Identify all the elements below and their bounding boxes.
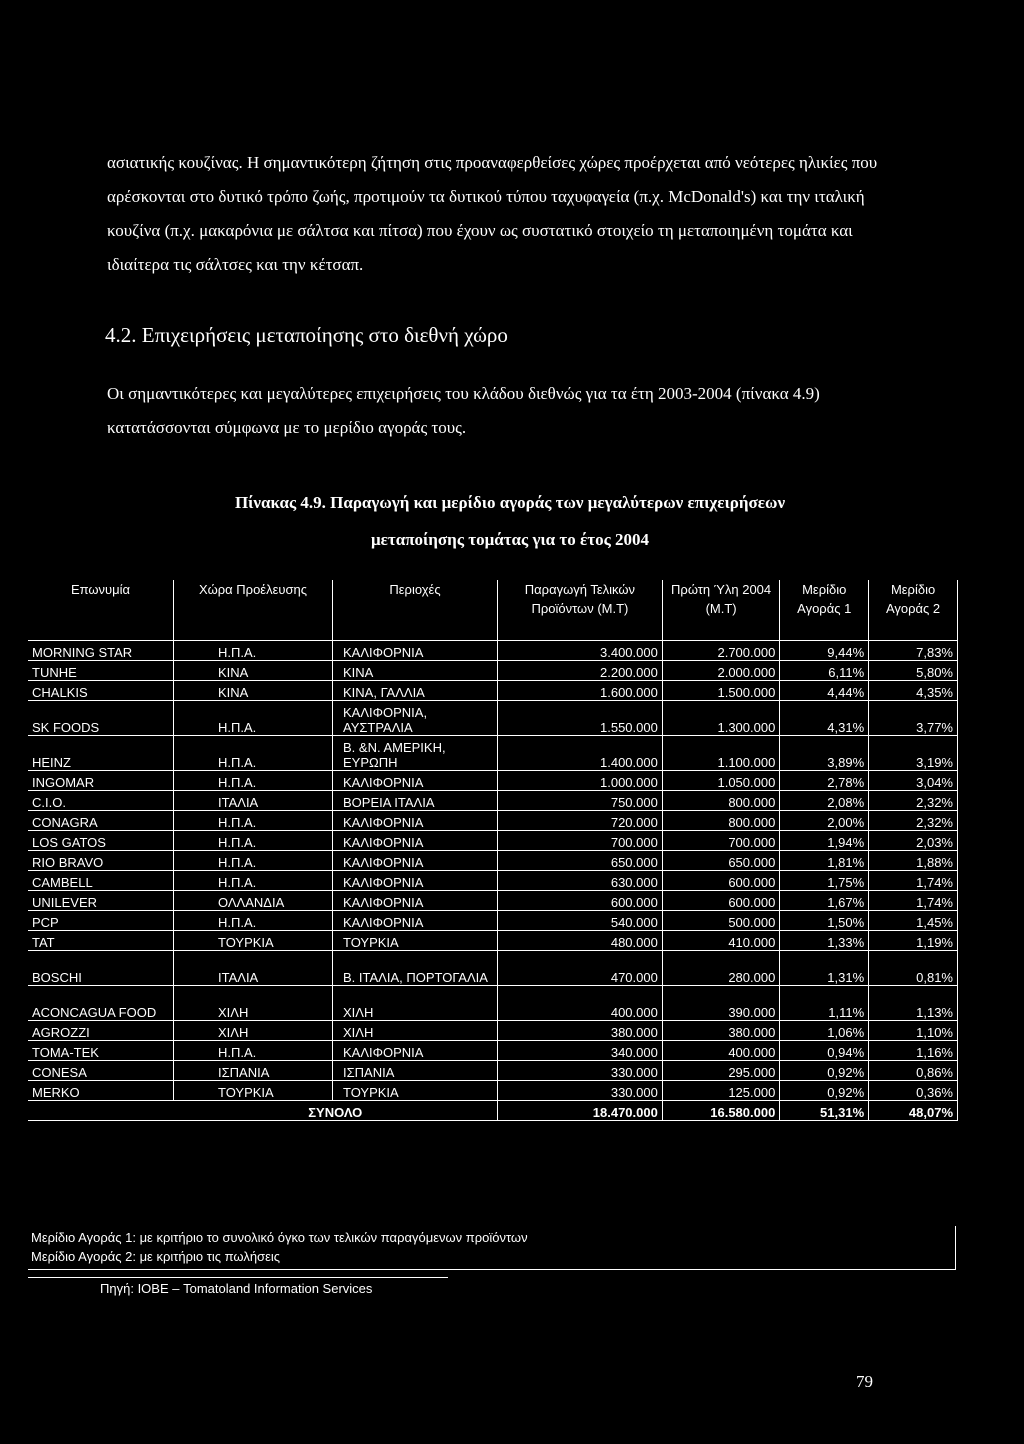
row-production: 1.400.000 xyxy=(498,736,663,771)
row-raw: 650.000 xyxy=(662,851,779,871)
table-caption xyxy=(40,484,980,558)
row-country: Η.Π.Α. xyxy=(174,641,333,661)
row-production: 630.000 xyxy=(498,871,663,891)
row-share2: 0,86% xyxy=(869,1061,958,1081)
header-production: Παραγωγή Τελικών Προϊόντων (Μ.Τ) xyxy=(498,580,663,641)
row-production: 330.000 xyxy=(498,1061,663,1081)
row-name: LOS GATOS xyxy=(28,831,174,851)
table-caption-line1: Πίνακας 4.9. Παραγωγή και μερίδιο αγοράς των μεγαλύτερων επιχειρήσεων xyxy=(234,493,786,512)
row-name: TUNHE xyxy=(28,661,174,681)
intro-paragraph: ασιατικής κουζίνας. Η σημαντικότερη ζήτηση στις προαναφερθείσες χώρες προέρχεται από νεότερες ηλικίες που αρέσκονται στο δυτικό τρόπο ζωής, προτιμούν τα δυτικού τύπου ταχυφαγεία (π.χ. McDonald's) και την ιταλική κουζίνα (π.χ. μακαρόνια με σάλτσα και πίτσα) που έχουν ως συστατικό στοιχείο τη μεταποιημένη τομάτα και ιδιαίτερα τις σάλτσες και την κέτσαπ. xyxy=(107,153,878,274)
row-region: ΚΑΛΙΦΟΡΝΙΑ xyxy=(333,891,498,911)
table-row xyxy=(28,771,958,791)
row-country: Η.Π.Α. xyxy=(174,851,333,871)
row-raw: 1.300.000 xyxy=(662,701,779,736)
row-country: Η.Π.Α. xyxy=(174,736,333,771)
table-row xyxy=(28,1081,958,1101)
row-share1: 2,08% xyxy=(780,791,869,811)
row-share2: 0,81% xyxy=(869,951,958,986)
row-raw: 2.000.000 xyxy=(662,661,779,681)
total-raw: 16.580.000 xyxy=(662,1101,779,1121)
table-row xyxy=(28,1021,958,1041)
row-production: 750.000 xyxy=(498,791,663,811)
row-region: Β. &Ν. ΑΜΕΡΙΚΗ, ΕΥΡΩΠΗ xyxy=(333,736,498,771)
row-region: ΧΙΛΗ xyxy=(333,986,498,1021)
note-share2: Μερίδιο Αγοράς 2: με κριτήριο τις πωλήσεις xyxy=(31,1249,281,1264)
header-region: Περιοχές xyxy=(333,580,498,641)
table-row xyxy=(28,891,958,911)
row-share2: 1,74% xyxy=(869,871,958,891)
row-region: ΚΙΝΑ, ΓΑΛΛΙΑ xyxy=(333,681,498,701)
table-row xyxy=(28,986,958,1021)
table-row xyxy=(28,931,958,951)
row-region: ΚΑΛΙΦΟΡΝΙΑ xyxy=(333,851,498,871)
row-share1: 1,75% xyxy=(780,871,869,891)
row-name: INGOMAR xyxy=(28,771,174,791)
row-country: ΤΟΥΡΚΙΑ xyxy=(174,931,333,951)
row-production: 700.000 xyxy=(498,831,663,851)
row-raw: 400.000 xyxy=(662,1041,779,1061)
table-row xyxy=(28,811,958,831)
row-name: BOSCHI xyxy=(28,951,174,986)
table-row xyxy=(28,951,958,986)
row-region: ΤΟΥΡΚΙΑ xyxy=(333,1081,498,1101)
row-production: 330.000 xyxy=(498,1081,663,1101)
row-name: TAT xyxy=(28,931,174,951)
row-production: 600.000 xyxy=(498,891,663,911)
table-header-row xyxy=(28,580,958,641)
row-name: CONESA xyxy=(28,1061,174,1081)
row-share1: 3,89% xyxy=(780,736,869,771)
header-raw: Πρώτη Ύλη 2004 (Μ.Τ) xyxy=(662,580,779,641)
row-region: ΙΣΠΑΝΙΑ xyxy=(333,1061,498,1081)
row-share1: 2,78% xyxy=(780,771,869,791)
row-country: ΧΙΛΗ xyxy=(174,986,333,1021)
row-name: UNILEVER xyxy=(28,891,174,911)
row-production: 470.000 xyxy=(498,951,663,986)
row-production: 400.000 xyxy=(498,986,663,1021)
row-country: ΤΟΥΡΚΙΑ xyxy=(174,1081,333,1101)
row-country: Η.Π.Α. xyxy=(174,831,333,851)
row-region: ΧΙΛΗ xyxy=(333,1021,498,1041)
row-region: ΚΑΛΙΦΟΡΝΙΑ xyxy=(333,831,498,851)
row-country: ΙΣΠΑΝΙΑ xyxy=(174,1061,333,1081)
row-share1: 1,81% xyxy=(780,851,869,871)
row-share2: 2,32% xyxy=(869,791,958,811)
page-number: 79 xyxy=(856,1372,873,1391)
table-body xyxy=(28,641,958,1121)
row-share2: 3,04% xyxy=(869,771,958,791)
row-raw: 800.000 xyxy=(662,791,779,811)
total-production: 18.470.000 xyxy=(498,1101,663,1121)
total-share2: 48,07% xyxy=(869,1101,958,1121)
row-raw: 600.000 xyxy=(662,871,779,891)
row-share2: 3,19% xyxy=(869,736,958,771)
header-share2: Μερίδιο Αγοράς 2 xyxy=(869,580,958,641)
total-spacer xyxy=(28,1101,174,1121)
row-name: HEINZ xyxy=(28,736,174,771)
source-divider xyxy=(28,1277,448,1278)
row-share2: 2,32% xyxy=(869,811,958,831)
row-region: ΚΑΛΙΦΟΡΝΙΑ xyxy=(333,911,498,931)
row-country: Η.Π.Α. xyxy=(174,701,333,736)
row-production: 540.000 xyxy=(498,911,663,931)
row-region: ΚΑΛΙΦΟΡΝΙΑ xyxy=(333,871,498,891)
row-share1: 0,92% xyxy=(780,1081,869,1101)
row-country: ΚΙΝΑ xyxy=(174,681,333,701)
row-region: ΒΟΡΕΙΑ ΙΤΑΛΙΑ xyxy=(333,791,498,811)
row-name: C.I.O. xyxy=(28,791,174,811)
row-region: ΚΑΛΙΦΟΡΝΙΑ, ΑΥΣΤΡΑΛΙΑ xyxy=(333,701,498,736)
row-raw: 500.000 xyxy=(662,911,779,931)
row-name: TOMA-TEK xyxy=(28,1041,174,1061)
row-share1: 4,31% xyxy=(780,701,869,736)
row-name: ACONCAGUA FOOD xyxy=(28,986,174,1021)
row-name: MERKO xyxy=(28,1081,174,1101)
row-raw: 800.000 xyxy=(662,811,779,831)
row-region: ΚΑΛΙΦΟΡΝΙΑ xyxy=(333,1041,498,1061)
row-raw: 1.100.000 xyxy=(662,736,779,771)
row-share2: 1,88% xyxy=(869,851,958,871)
row-share1: 2,00% xyxy=(780,811,869,831)
row-country: ΟΛΛΑΝΔΙΑ xyxy=(174,891,333,911)
row-production: 380.000 xyxy=(498,1021,663,1041)
row-share2: 1,10% xyxy=(869,1021,958,1041)
row-name: AGROZZI xyxy=(28,1021,174,1041)
table-row xyxy=(28,831,958,851)
table-row xyxy=(28,736,958,771)
header-name: Επωνυμία xyxy=(28,580,174,641)
row-raw: 2.700.000 xyxy=(662,641,779,661)
row-share2: 1,19% xyxy=(869,931,958,951)
row-production: 340.000 xyxy=(498,1041,663,1061)
row-country: ΚΙΝΑ xyxy=(174,661,333,681)
note-share1: Μερίδιο Αγοράς 1: με κριτήριο το συνολικό όγκο των τελικών παραγόμενων προϊόντων xyxy=(31,1230,528,1245)
table-row xyxy=(28,641,958,661)
row-share1: 9,44% xyxy=(780,641,869,661)
table-row xyxy=(28,871,958,891)
row-share1: 1,94% xyxy=(780,831,869,851)
row-region: Β. ΙΤΑΛΙΑ, ΠΟΡΤΟΓΑΛΙΑ xyxy=(333,951,498,986)
row-raw: 1.500.000 xyxy=(662,681,779,701)
row-name: RIO BRAVO xyxy=(28,851,174,871)
row-share1: 6,11% xyxy=(780,661,869,681)
row-raw: 280.000 xyxy=(662,951,779,986)
row-share1: 1,31% xyxy=(780,951,869,986)
row-production: 1.550.000 xyxy=(498,701,663,736)
row-share1: 1,50% xyxy=(780,911,869,931)
row-share2: 3,77% xyxy=(869,701,958,736)
row-production: 1.000.000 xyxy=(498,771,663,791)
row-country: ΧΙΛΗ xyxy=(174,1021,333,1041)
row-share1: 1,33% xyxy=(780,931,869,951)
row-raw: 600.000 xyxy=(662,891,779,911)
table-row xyxy=(28,1061,958,1081)
row-raw: 1.050.000 xyxy=(662,771,779,791)
row-share2: 1,45% xyxy=(869,911,958,931)
row-country: Η.Π.Α. xyxy=(174,871,333,891)
row-region: ΚΑΛΙΦΟΡΝΙΑ xyxy=(333,811,498,831)
row-share1: 4,44% xyxy=(780,681,869,701)
table-row xyxy=(28,701,958,736)
row-country: ΙΤΑΛΙΑ xyxy=(174,951,333,986)
row-name: PCP xyxy=(28,911,174,931)
row-share1: 1,11% xyxy=(780,986,869,1021)
row-production: 1.600.000 xyxy=(498,681,663,701)
row-share2: 4,35% xyxy=(869,681,958,701)
table-row xyxy=(28,1041,958,1061)
row-production: 3.400.000 xyxy=(498,641,663,661)
row-country: ΙΤΑΛΙΑ xyxy=(174,791,333,811)
row-raw: 700.000 xyxy=(662,831,779,851)
row-share2: 7,83% xyxy=(869,641,958,661)
header-share1: Μερίδιο Αγοράς 1 xyxy=(780,580,869,641)
row-share2: 5,80% xyxy=(869,661,958,681)
row-raw: 380.000 xyxy=(662,1021,779,1041)
row-raw: 390.000 xyxy=(662,986,779,1021)
header-country: Χώρα Προέλευσης xyxy=(174,580,333,641)
row-region: ΚΑΛΙΦΟΡΝΙΑ xyxy=(333,641,498,661)
table-row xyxy=(28,681,958,701)
table-notes xyxy=(28,1226,956,1270)
row-name: MORNING STAR xyxy=(28,641,174,661)
row-share1: 0,92% xyxy=(780,1061,869,1081)
table-row xyxy=(28,851,958,871)
table-total-row xyxy=(28,1101,958,1121)
row-region: ΤΟΥΡΚΙΑ xyxy=(333,931,498,951)
row-region: ΚΑΛΙΦΟΡΝΙΑ xyxy=(333,771,498,791)
row-name: SK FOODS xyxy=(28,701,174,736)
row-region: ΚΙΝΑ xyxy=(333,661,498,681)
row-country: Η.Π.Α. xyxy=(174,771,333,791)
table-source: Πηγή: ΙΟΒΕ – Tomatoland Information Services xyxy=(100,1281,373,1296)
section-heading: 4.2. Επιχειρήσεις μεταποίησης στο διεθνή χώρο xyxy=(105,323,508,347)
table-row xyxy=(28,911,958,931)
row-share2: 1,13% xyxy=(869,986,958,1021)
row-production: 2.200.000 xyxy=(498,661,663,681)
row-raw: 125.000 xyxy=(662,1081,779,1101)
row-production: 650.000 xyxy=(498,851,663,871)
row-name: CONAGRA xyxy=(28,811,174,831)
row-share1: 1,06% xyxy=(780,1021,869,1041)
row-share1: 0,94% xyxy=(780,1041,869,1061)
row-share2: 1,74% xyxy=(869,891,958,911)
table-caption-line2: μεταποίησης τομάτας για το έτος 2004 xyxy=(370,530,650,549)
table-row xyxy=(28,791,958,811)
total-label: ΣΥΝΟΛΟ xyxy=(174,1101,498,1121)
row-share2: 1,16% xyxy=(869,1041,958,1061)
total-share1: 51,31% xyxy=(780,1101,869,1121)
row-country: Η.Π.Α. xyxy=(174,911,333,931)
row-name: CAMBELL xyxy=(28,871,174,891)
row-country: Η.Π.Α. xyxy=(174,1041,333,1061)
row-share2: 2,03% xyxy=(869,831,958,851)
row-country: Η.Π.Α. xyxy=(174,811,333,831)
row-production: 480.000 xyxy=(498,931,663,951)
row-raw: 410.000 xyxy=(662,931,779,951)
row-name: CHALKIS xyxy=(28,681,174,701)
row-production: 720.000 xyxy=(498,811,663,831)
row-raw: 295.000 xyxy=(662,1061,779,1081)
production-table xyxy=(28,580,958,1121)
row-share2: 0,36% xyxy=(869,1081,958,1101)
row-share1: 1,67% xyxy=(780,891,869,911)
section-paragraph: Οι σημαντικότερες και μεγαλύτερες επιχειρήσεις του κλάδου διεθνώς για τα έτη 2003-2004 (πίνακα 4.9) κατατάσσονται σύμφωνα με το μερίδιο αγοράς τους. xyxy=(107,384,820,437)
table-row xyxy=(28,661,958,681)
